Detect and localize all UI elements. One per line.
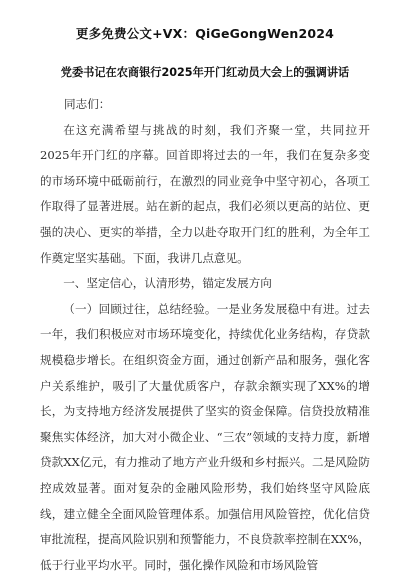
section-heading: 一、坚定信心，认清形势，锚定发展方向 [63, 276, 272, 291]
document-body [40, 92, 370, 578]
document-title: 党委书记在农商银行2025年开门红动员大会上的强调讲话 [60, 66, 350, 79]
salutation: 同志们： [64, 97, 111, 111]
intro-paragraph: 在这充满希望与挑战的时刻，我们齐聚一堂，共同拉开2025年开门红的序幕。回首即将过去的一年，我们在复杂多变的市场环境中砥砺前行，在激烈的同业竞争中坚守初心，各项工作取得了显著进展。站在新的起点，我们必须以更高的站位、更强的决心、更实的举措，全力以赴夺取开门红的胜利，为全年工作奠定坚实基础。下面，我讲几点意见。 [40, 122, 370, 265]
subsection-paragraph: （一）回顾过往，总结经验。一是业务发展稳中有进。过去一年，我们积极应对市场环境变化，持续优化业务结构，存贷款规模稳步增长。在组织资金方面，通过创新产品和服务，强化客户关系维护，吸引了大量优质客户，存款余额实现了XX%的增长，为支持地方经济发展提供了坚实的资金保障。信贷投放精准聚焦实体经济，加大对小微企业、“三农”领域的支持力度，新增贷款XX亿元，有力推动了地方产业升级和乡村振兴。二是风险防控成效显著。面对复杂的金融风险形势，我们始终坚守风险底线，建立健全全面风险管理体系。加强信用风险管控，优化信贷审批流程，提高风险识别和预警能力，不良贷款率控制在XX%，低于行业平均水平。同时，强化操作风险和市场风险管 [40, 301, 370, 572]
watermark-header: 更多免费公文+VX：QiGeGongWen2024 [75, 26, 335, 41]
